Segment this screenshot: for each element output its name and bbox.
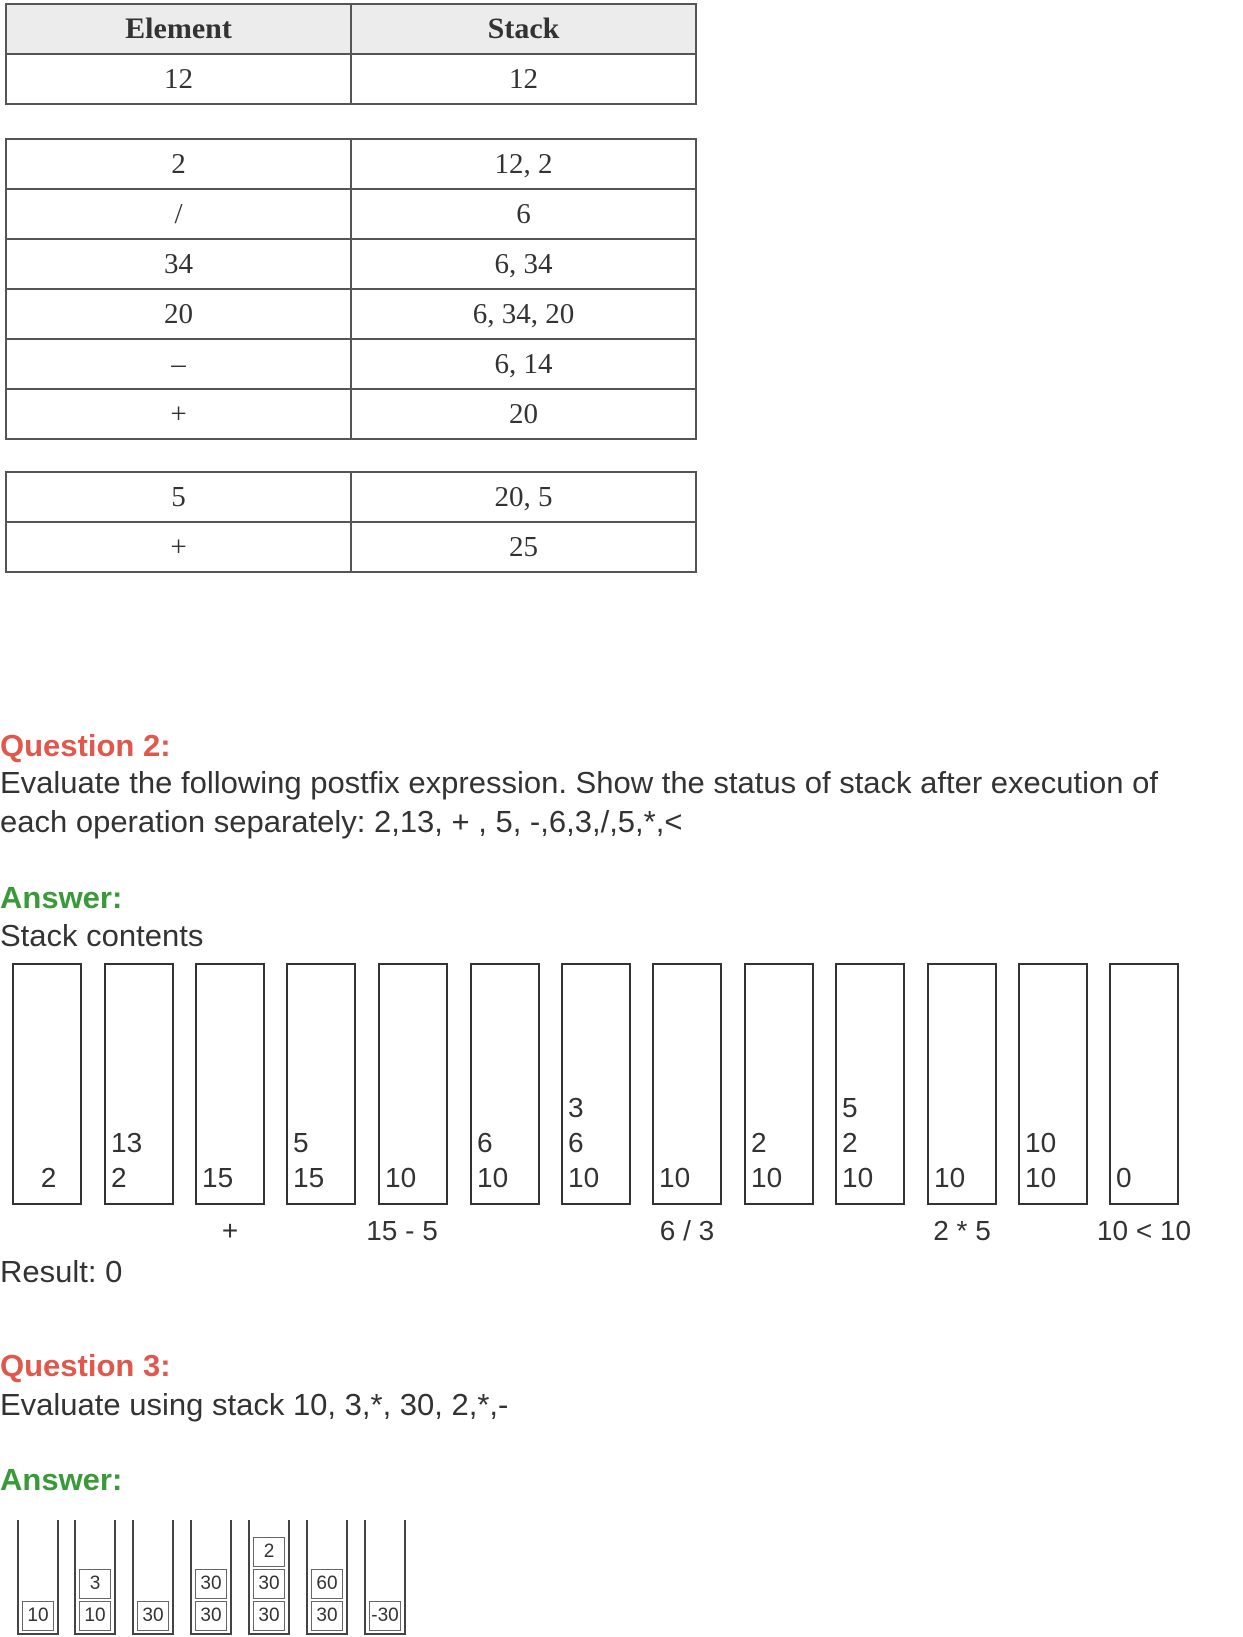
- stack-item: 15: [202, 1162, 234, 1193]
- stack-cell: 12: [351, 54, 696, 104]
- stack-cell: 60: [311, 1569, 343, 1599]
- stack-item: 10: [659, 1162, 691, 1193]
- column-header-element: Element: [6, 4, 351, 54]
- element-cell: 12: [6, 54, 351, 104]
- operation-label: 15 - 5: [366, 1215, 438, 1246]
- stack-column: [132, 1520, 174, 1635]
- stack-column: [927, 963, 997, 1205]
- stack-column: [104, 963, 174, 1205]
- stack-table-group-3: [5, 471, 697, 573]
- column-header-stack: Stack: [351, 4, 696, 54]
- stack-column: [835, 963, 905, 1205]
- element-cell: –: [6, 339, 351, 389]
- stack-column: [306, 1520, 348, 1635]
- stack-item: 3: [568, 1092, 584, 1123]
- stack-column: [744, 963, 814, 1205]
- operation-label: +: [221, 1215, 239, 1246]
- stack-column: [17, 1520, 59, 1635]
- stack-cell: 10: [79, 1601, 111, 1631]
- element-cell: 34: [6, 239, 351, 289]
- element-cell: /: [6, 189, 351, 239]
- question-2-text-line-1: Evaluate the following postfix expression. Show the status of stack after execution of: [0, 765, 1158, 800]
- question-3-text: Evaluate using stack 10, 3,*, 30, 2,*,-: [0, 1387, 509, 1422]
- stack-item: 10: [568, 1162, 600, 1193]
- stack-cell: 3: [79, 1569, 111, 1599]
- table-row: [6, 522, 696, 572]
- stack-cell: 6: [351, 189, 696, 239]
- stack-table-group-1: [5, 3, 697, 105]
- element-cell: 2: [6, 139, 351, 189]
- stack-cell: 30: [311, 1601, 343, 1631]
- stack-column: [652, 963, 722, 1205]
- stack-cell: 2: [253, 1537, 285, 1567]
- element-cell: 20: [6, 289, 351, 339]
- stack-cell: 30: [195, 1569, 227, 1599]
- stack-cell: 6, 34: [351, 239, 696, 289]
- stack-column: [195, 963, 265, 1205]
- stack-cell: 30: [137, 1601, 169, 1631]
- stack-cell: 6, 14: [351, 339, 696, 389]
- stack-cell: 6, 34, 20: [351, 289, 696, 339]
- stack-item: 2: [842, 1127, 858, 1158]
- stack-item: 10: [1025, 1162, 1057, 1193]
- element-cell: +: [6, 522, 351, 572]
- table-header-row: [6, 4, 696, 54]
- stack-item: 2: [40, 1162, 57, 1193]
- stack-item: 5: [842, 1092, 858, 1123]
- stack-column: [190, 1520, 232, 1635]
- stack-item: 6: [568, 1127, 584, 1158]
- stack-cell: 10: [22, 1601, 54, 1631]
- question-3-heading: Question 3:: [0, 1348, 171, 1383]
- table-row: [6, 239, 696, 289]
- stack-item: 10: [751, 1162, 783, 1193]
- table-row: [6, 289, 696, 339]
- stack-item: 10: [842, 1162, 874, 1193]
- stack-column: [561, 963, 631, 1205]
- stack-item: 5: [293, 1127, 309, 1158]
- stack-cell: 20, 5: [351, 472, 696, 522]
- stack-contents-caption: Stack contents: [0, 918, 204, 953]
- stack-table-group-2: [5, 138, 697, 440]
- table-row: [6, 54, 696, 104]
- element-cell: +: [6, 389, 351, 439]
- stack-column: [378, 963, 448, 1205]
- stack-column: [1018, 963, 1088, 1205]
- element-cell: 5: [6, 472, 351, 522]
- stack-cell: 25: [351, 522, 696, 572]
- stack-column: [364, 1520, 406, 1635]
- stack-cell: 12, 2: [351, 139, 696, 189]
- stack-cell: -30: [369, 1601, 401, 1631]
- table-row: [6, 339, 696, 389]
- stack-item: 2: [751, 1127, 767, 1158]
- stack-cell: 30: [253, 1569, 285, 1599]
- question-2-text-line-2: each operation separately: 2,13, + , 5, -,6,3,/,5,*,<: [0, 804, 683, 839]
- stack-cell: 30: [195, 1601, 227, 1631]
- stack-cell: 20: [351, 389, 696, 439]
- stack-column: [74, 1520, 116, 1635]
- stack-item: 13: [111, 1127, 143, 1158]
- table-row: [6, 189, 696, 239]
- stack-item: 10: [385, 1162, 417, 1193]
- stack-item: 0: [1116, 1162, 1132, 1193]
- stack-column: [1109, 963, 1179, 1205]
- stack-item: 10: [477, 1162, 509, 1193]
- table-row: [6, 139, 696, 189]
- stack-item: 10: [1025, 1127, 1057, 1158]
- stack-item: 6: [477, 1127, 493, 1158]
- operation-label: 6 / 3: [659, 1215, 715, 1246]
- table-row: [6, 472, 696, 522]
- stack-item: 15: [293, 1162, 325, 1193]
- stack-cell: 30: [253, 1601, 285, 1631]
- answer-3-heading: Answer:: [0, 1462, 123, 1497]
- stack-item: 10: [934, 1162, 966, 1193]
- operation-label: 2 * 5: [933, 1215, 991, 1246]
- question-2-heading: Question 2:: [0, 728, 171, 763]
- stack-column: [248, 1520, 290, 1635]
- stack-column: [12, 963, 82, 1205]
- answer-2-heading: Answer:: [0, 880, 123, 915]
- stack-item: 2: [111, 1162, 127, 1193]
- stack-column: [470, 963, 540, 1205]
- operation-label: 10 < 10: [1096, 1215, 1192, 1246]
- table-row: [6, 389, 696, 439]
- stack-column: [286, 963, 356, 1205]
- result-text: Result: 0: [0, 1254, 123, 1289]
